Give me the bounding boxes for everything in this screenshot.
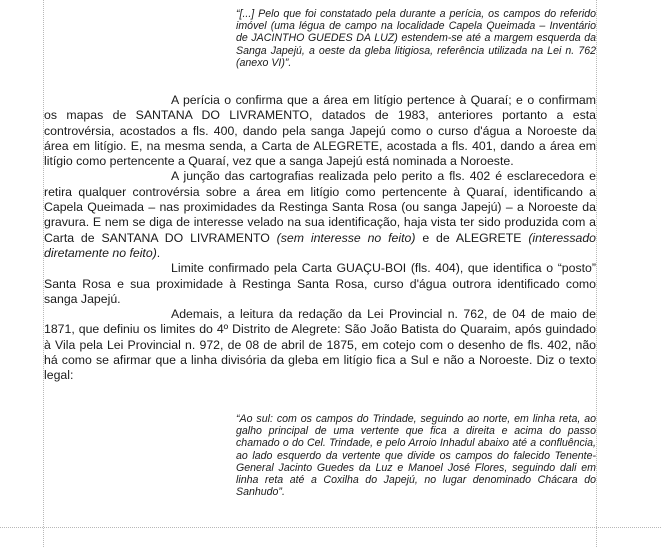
block-quote-bottom: “Ao sul: com os campos do Trindade, seguindo ao norte, em linha reta, ao galho principal de uma vertente que fica a direita e acima do passo chamado o do Cel. Trindade, e pelo Arroio Inhadul abaixo até a confluência, ao lado esquerdo da vertente que divide os campos do falecido Tenente-General Jacinto Guedes da Luz e Manoel José Flores, seguindo dali em linha reta até a Coxilha do Japejú, no lugar denominado Chácara do Sanhudo”. [236, 413, 596, 499]
paragraph-3: Limite confirmado pela Carta GUAÇU-BOI (fls. 404), que identifica o “posto” Santa Rosa e sua proximidade à Restinga Santa Rosa, curso d'água outrora identificado como sanga Japejú. [44, 261, 596, 306]
document-body [44, 93, 596, 384]
paragraph-2-end: . [156, 245, 161, 260]
paragraph-2-note-2: (interessado diretamente no feito) [44, 230, 596, 260]
paragraph-2-main: A junção das cartografias realizada pelo perito a fls. 402 é esclarecedora e retira qualquer controvérsia sobre a área em litígio como pertencente à Quaraí, identificando a Capela Queimada – nas proximidades da Restinga Santa Rosa (ou sanga Japejú) – a Noroeste da gravura. E nem se diga de interesse velado na sua identificação, haja vista ter sido produzida com a Carta de SANTANA DO LIVRAMENTO [44, 169, 596, 245]
paragraph-2-note-1: (sem interesse no feito) [276, 230, 416, 245]
paragraph-1: A perícia o confirma que a área em litígio pertence à Quaraí; e o confirmam os mapas de SANTANA DO LIVRAMENTO, datados de 1983, anteriores portanto a esta controvérsia, acostados a fls. 400, dando pela sanga Japejú como o curso d'água a Noroeste da área em litígio. E, na mesma senda, a Carta de ALEGRETE, acostada a fls. 401, dando a área em litígio como pertencente a Quaraí, vez que a sanga Japejú está nominada a Noroeste. [44, 93, 596, 169]
block-quote-top: “[...] Pelo que foi constatado pela durante a perícia, os campos do referido imóvel (uma légua de campo na localidade Capela Queimada – Inventário de JACINTHO GUEDES DA LUZ) estendem-se até a margem esquerda da Sanga Japejú, a oeste da gleba litigiosa, referência utilizada na Lei n. 762 (anexo VI)”. [236, 8, 596, 69]
right-margin-guide [596, 0, 597, 547]
paragraph-4: Ademais, a leitura da redação da Lei Provincial n. 762, de 04 de maio de 1871, que definiu os limites do 4º Distrito de Alegrete: São João Batista do Quaraim, após guindado à Vila pela Lei Provincial n. 972, de 08 de abril de 1875, em cotejo com o desenho de fls. 402, não há como se afirmar que a linha divisória da gleba em litígio fica a Sul e não a Noroeste. Diz o texto legal: [44, 307, 596, 383]
paragraph-2-mid: e de ALEGRETE [415, 230, 529, 245]
bottom-margin-guide [0, 527, 661, 528]
paragraph-2 [44, 169, 596, 261]
